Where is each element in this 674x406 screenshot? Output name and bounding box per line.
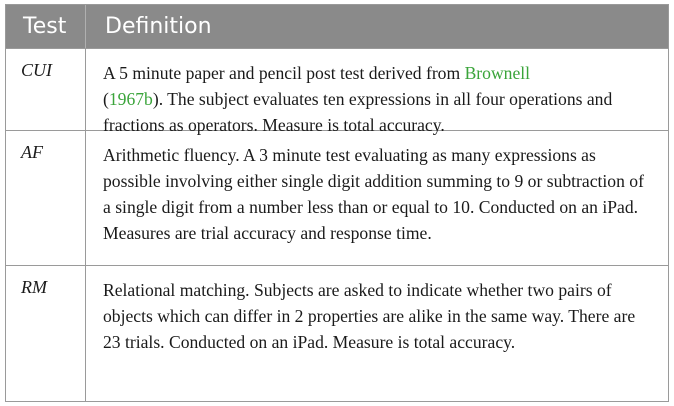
- definition-text: A 5 minute paper and pencil post test derived from: [103, 63, 465, 83]
- citation-open-paren: (: [103, 89, 109, 109]
- test-cell: RM: [6, 266, 86, 401]
- table-row: [6, 48, 668, 135]
- citation-year-link[interactable]: 1967b: [108, 89, 153, 109]
- definitions-table: [5, 4, 669, 402]
- header-test: Test: [6, 5, 86, 48]
- table-row: [6, 265, 668, 401]
- table-header: [6, 5, 668, 48]
- citation-author-link[interactable]: Brownell: [464, 63, 531, 83]
- test-cell: AF: [6, 131, 86, 265]
- definition-cell: Relational matching. Subjects are asked to indicate whether two pairs of objects which can differ in 2 properties are alike in the same way. There are 23 trials. Conducted on an iPad. Measure is total accuracy.: [103, 280, 636, 352]
- definition-cell: [86, 49, 668, 135]
- header-definition: Definition: [105, 14, 212, 39]
- definition-cell: Arithmetic fluency. A 3 minute test evaluating as many expressions as possible involving either single digit addition summing to 9 or subtraction of a single digit from a number less than or equal to 10. Conducted on an iPad. Measures are trial accuracy and response time.: [103, 145, 644, 243]
- definition-text: ). The subject evaluates ten expressions in all four operations and fractions as operators. Measure is total accuracy.: [103, 89, 613, 135]
- table-row: [6, 130, 668, 265]
- test-cell: CUI: [6, 49, 86, 130]
